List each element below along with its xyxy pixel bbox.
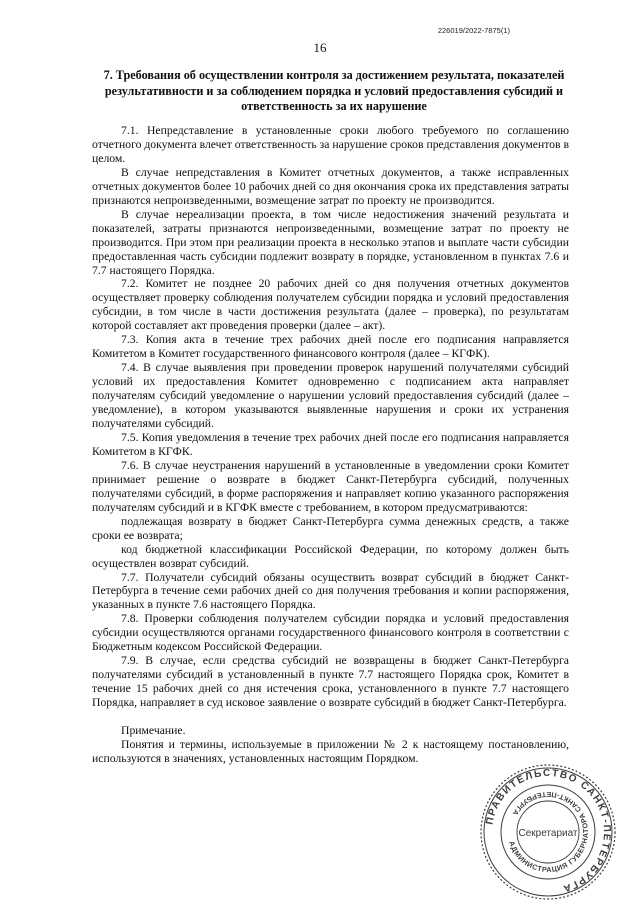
stamp-inner-text: АДМИНИСТРАЦИЯ ГУБЕРНАТОРА САНКТ-ПЕТЕРБУРГА <box>507 789 591 875</box>
stamp-center-text: Секретариат <box>518 828 578 839</box>
document-id: 226019/2022-7875(1) <box>437 26 510 35</box>
paragraph: В случае нереализации проекта, в том числе недостижения значений результата и показателей, затраты признаются непроизведенными, возмещение затрат по проекту не производится. При этом при реализации проекта в несколько этапов и выплате части субсидии предоставленная часть субсидии подлежит возврату в порядке, установленном в пунктах 7.6 и 7.7 настоящего Порядка. <box>92 207 569 277</box>
paragraph: подлежащая возврату в бюджет Санкт-Петербурга сумма денежных средств, а также сроки ее возврата; <box>92 514 569 542</box>
paragraph: 7.3. Копия акта в течение трех рабочих дней после его подписания направляется Комитетом в Комитет государственного финансового контроля (далее – КГФК). <box>92 333 569 361</box>
section-heading: 7. Требования об осуществлении контроля за достижением результата, показателей результативности и за соблюдением порядка и условий предоставления субсидий и ответственность за их нарушение <box>103 68 565 113</box>
paragraph: 7.5. Копия уведомления в течение трех рабочих дней после его подписания направляется Комитетом в КГФК. <box>92 430 569 458</box>
document-body <box>92 124 569 766</box>
paragraph: 7.4. В случае выявления при проведении проверок нарушений получателями субсидий условий их предоставления Комитет одновременно с подписанием акта направляет получателям субсидий уведомление о нарушении условий предоставления субсидий (далее – уведомление), в котором указываются выявленные нарушения и сроки их устранения получателями субсидий. <box>92 361 569 431</box>
paragraph: В случае непредставления в Комитет отчетных документов, а также исправленных отчетных документов более 10 рабочих дней со дня окончания срока их представления затраты признаются непроизведенными, возмещение затрат по проекту не производится. <box>92 165 569 207</box>
official-stamp-icon <box>478 762 618 902</box>
page-number: 16 <box>313 40 327 55</box>
stamp-outer-text: ПРАВИТЕЛЬСТВО САНКТ-ПЕТЕРБУРГА <box>484 767 613 895</box>
paragraph: 7.1. Непредставление в установленные сроки любого требуемого по соглашению отчетного документа влечет ответственность за нарушение сроков представления документов в целом. <box>92 124 569 165</box>
note-title: Примечание. <box>121 724 186 738</box>
note-text: Понятия и термины, используемые в приложении № 2 к настоящему постановлению, используются в значениях, установленных настоящим Порядком. <box>92 737 569 765</box>
paragraph: 7.8. Проверки соблюдения получателем субсидии порядка и условий предоставления субсидии осуществляются органами государственного финансового контроля в соответствии с Бюджетным кодексом Российской Федерации. <box>92 612 569 654</box>
paragraph: 7.6. В случае неустранения нарушений в установленные в уведомлении сроки Комитет принимает решение о возврате в бюджет Санкт-Петербурга субсидий, полученных получателями субсидий, в форме распоряжения и направляет копию указанного распоряжения получателям субсидий и в КГФК вместе с требованием, в котором предусматриваются: <box>92 458 569 514</box>
paragraph: код бюджетной классификации Российской Федерации, по которому должен быть осуществлен возврат субсидий. <box>92 542 569 570</box>
paragraph: 7.7. Получатели субсидий обязаны осуществить возврат субсидий в бюджет Санкт-Петербурга в течение семи рабочих дней со дня получения требования и копии распоряжения, указанных в пункте 7.6 настоящего Порядка. <box>92 570 569 612</box>
paragraph: 7.2. Комитет не позднее 20 рабочих дней со дня получения отчетных документов осуществляет проверку соблюдения получателем субсидии порядка и условий предоставления субсидии, в том числе в части достижения результата (далее – проверка), по результатам которой составляет акт проведения проверки (далее – акт). <box>92 277 569 333</box>
paragraph: 7.9. В случае, если средства субсидий не возвращены в бюджет Санкт-Петербурга получателями субсидий в установленный в пункте 7.7 настоящего Порядка срок, Комитет в течение 15 рабочих дней со дня истечения срока, установленного в пункте 7.7 настоящего Порядка, направляет в суд исковое заявление о возврате субсидий в бюджет Санкт-Петербурга. <box>92 654 569 710</box>
